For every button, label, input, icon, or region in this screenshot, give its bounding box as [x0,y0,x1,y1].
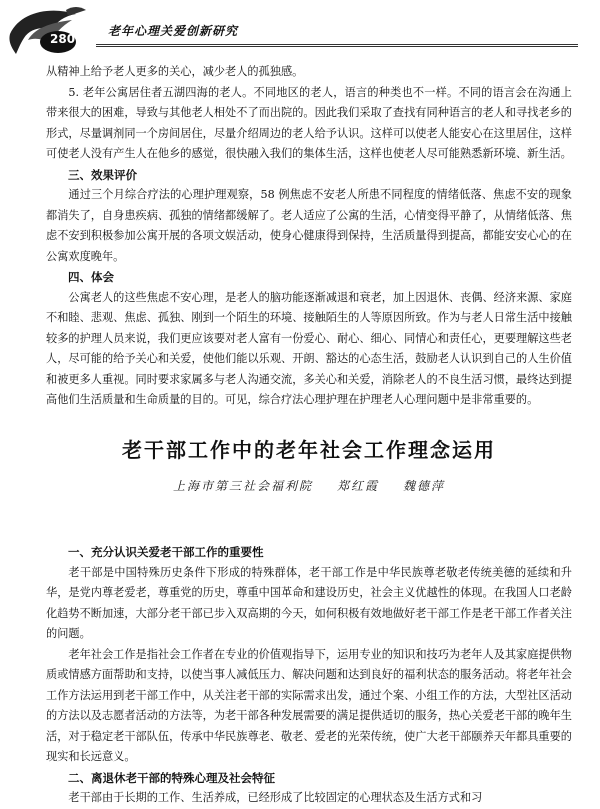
paragraph-item-5: 5. 老年公寓居住者五湖四海的老人。不同地区的老人，语言的种类也不一样。不同的语言会在沟通上带来很大的困难，导致与其他老人相处不了而出院的。因此我们采取了查找有同种语言的老人和寻找老乡的形式，尽量调剂同一个房间居住，尽量介绍周边的老人给予认识。这样可以使老人能安心在这里居住，这样可使老人没有产生人在他乡的感觉，很快融入我们的集体生活，这样也使老人尽可能熟悉新环境、新生活。 [46,85,572,160]
page-number: 280 [50,32,76,46]
paragraph-characteristics: 老干部由于长期的工作、生活养成，已经形成了比较固定的心理状态及生活方式和习 [68,791,483,804]
journal-logo-icon [6,4,92,56]
paragraph-social-work: 老年社会工作是指社会工作者在专业的价值观指导下，运用专业的知识和技巧为老年人及其家庭提供物质或情感方面帮助和支持，以使当事人减低压力、解决问题和达到良好的福利状态的服务活动。将老年社会工作方法运用到老干部工作中，从关注老干部的实际需求出发，通过个案、小组工作的方法，大型社区活动的方法以及志愿者活动的方法等，为老干部各种发展需要的满足提供适切的服务，热心关爱老干部的晚年生活，对于稳定老干部队伍，传承中华民族尊老、敬老、爱老的光荣传统，使广大老干部颐养天年都具重要的现实和长远意义。 [46,647,572,763]
section-heading-experience: 四、体会 [68,270,114,284]
affiliation: 上海市第三社会福利院 [172,479,313,493]
journal-title: 老年心理关爱创新研究 [108,24,239,38]
page-header [0,0,600,60]
paragraph-continued: 从精神上给予老人更多的关心，减少老人的孤独感。 [46,65,304,78]
article2-header [46,434,572,494]
section-heading-evaluation: 三、效果评价 [68,167,137,182]
author-name: 魏德萍 [403,479,446,493]
section-heading-characteristics: 二、离退休老干部的特殊心理及社会特征 [68,770,275,785]
paragraph-experience: 公寓老人的这些焦虑不安心理，是老人的脑功能逐渐减退和衰老，加上因退休、丧偶、经济来源、家庭不和睦、悲观、焦虑、孤独、刚到一个陌生的环境、接触陌生的人等原因所致。作为与老人日常生活中接触较多的护理人员来说，我们更应该要对老人富有一份爱心、耐心、细心、同情心和责任心，更要理解这些老人，尽可能的给予关心和关爱，使他们能以乐观、开朗、豁达的心态生活，鼓励老人认识到自己的人生价值和被更多人重视。同时要求家属多与老人沟通交流，多关心和关爱，消除老人的不良生活习惯，最终达到提高他们生活质量和生命质量的目的。可见，综合疗法心理护理在护理老人心理问题中是非常重要的。 [46,290,572,406]
article2-title: 老干部工作中的老年社会工作理念运用 [122,438,496,462]
article2-body [46,542,572,809]
header-rule [96,44,578,47]
article1-body [46,62,572,411]
section-heading-importance: 一、充分认识关爱老干部工作的重要性 [68,545,264,559]
paragraph-evaluation: 通过三个月综合疗法的心理护理观察，58 例焦虑不安老人所患不同程度的情绪低落、焦虑不安的现象都消失了，自身患疾病、孤独的情绪都缓解了。老人适应了公寓的生活，心情变得平静了，从情绪低落、焦虑不安到积极参加公寓开展的各项文娱活动，使身心健康得到保持，生活质量得到提高，都能安安心心的在公寓欢度晚年。 [46,188,572,263]
author-name: 郑红霞 [336,479,379,493]
article2-authors [46,477,572,494]
paragraph-importance: 老干部是中国特殊历史条件下形成的特殊群体，老干部工作是中华民族尊老敬老传统美德的延续和升华，是党内尊老爱老，尊重党的历史，尊重中国革命和建设历史，社会主义优越性的体现。在我国人口老龄化趋势不断加速，大部分老干部已步入双高期的今天，如何积极有效地做好老干部工作是老干部工作者关注的问题。 [46,565,572,640]
